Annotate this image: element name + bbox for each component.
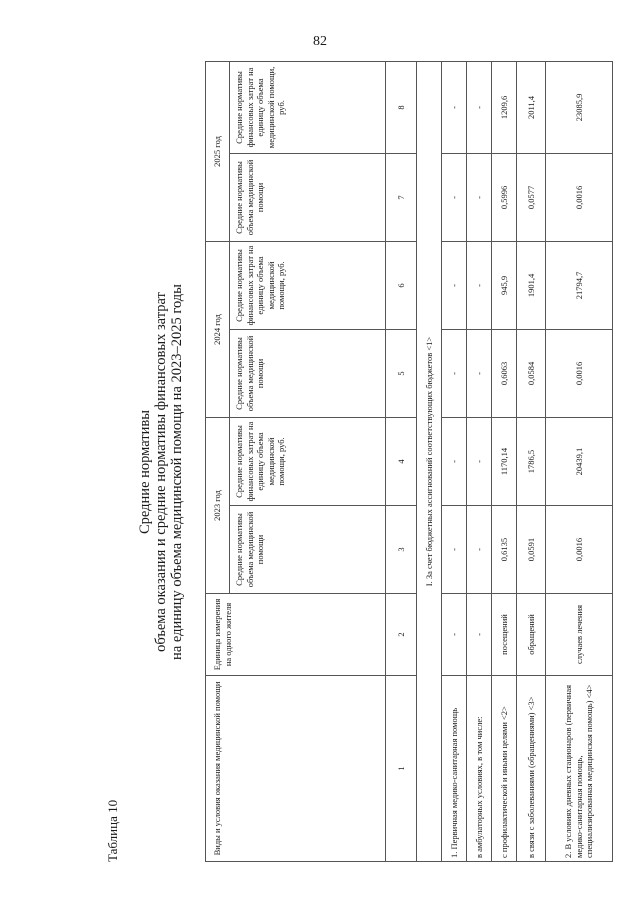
table-row [467,61,492,861]
title-line-1: Средние нормативы [137,410,153,534]
table-row [442,61,467,861]
page-number: 82 [313,34,327,49]
cell-cost-2023: 1786,5 [517,417,546,505]
cell-cost-2024: 1901,4 [517,241,546,329]
cell-volume-2024: - [467,329,492,417]
row-label: в связи с заболеваниями (обращениями) <3> [517,676,546,862]
cell-volume-2025: - [442,153,467,241]
row-unit: посещений [492,594,517,676]
table-caption: Таблица 10 [105,799,120,862]
cell-cost-2025: - [442,61,467,153]
cell-cost-2025: - [467,61,492,153]
cell-volume-2024: 0,6063 [492,329,517,417]
header-volume-2024: Средние нормативы объема медицинской помощи [230,329,386,417]
cell-volume-2023: 0,6135 [492,506,517,594]
table-title [137,262,185,682]
header-year-2023: 2023 год [206,417,230,593]
column-number: 4 [386,417,417,505]
column-number: 7 [386,153,417,241]
title-line-3: на единицу объема медицинской помощи на 2023–2025 годы [169,284,185,660]
table-row [492,61,517,861]
cell-volume-2023: 0,0016 [546,506,613,594]
header-cost-2024: Средние нормативы финансовых затрат на единицу объема медицинской помощи, руб. [230,241,386,329]
header-volume-2023: Средние нормативы объема медицинской помощи [230,506,386,594]
cell-volume-2024: 0,0016 [546,329,613,417]
header-row-years [206,61,230,861]
column-number: 3 [386,506,417,594]
section-row [417,61,442,861]
column-number: 6 [386,241,417,329]
row-label: 1. Первичная медико-санитарная помощь [442,676,467,862]
row-label: с профилактической и иными целями <2> [492,676,517,862]
cell-volume-2025: 0,0016 [546,153,613,241]
table-row [517,61,546,861]
cell-cost-2023: - [442,417,467,505]
header-cost-2025: Средние нормативы финансовых затрат на единицу объема медицинской помощи, руб. [230,61,386,153]
section-title: I. За счет бюджетных ассигнований соответствующих бюджетов <1> [417,61,442,861]
column-number: 2 [386,594,417,676]
column-number: 1 [386,676,417,862]
cell-cost-2023: 20439,1 [546,417,613,505]
cell-cost-2024: 21794,7 [546,241,613,329]
column-number: 8 [386,61,417,153]
cell-cost-2025: 23085,9 [546,61,613,153]
cell-volume-2023: - [467,506,492,594]
header-unit: Единица измерения на одного жителя [206,594,386,676]
cell-volume-2024: - [442,329,467,417]
row-unit: - [467,594,492,676]
header-cost-2023: Средние нормативы финансовых затрат на единицу объема медицинской помощи, руб. [230,417,386,505]
title-line-2: объема оказания и средние нормативы финансовых затрат [153,292,169,652]
header-types: Виды и условия оказания медицинской помощи [206,676,386,862]
cell-cost-2023: - [467,417,492,505]
row-unit: случаев лечения [546,594,613,676]
column-number: 5 [386,329,417,417]
row-unit: - [442,594,467,676]
cell-volume-2025: 0,0577 [517,153,546,241]
row-unit: обращений [517,594,546,676]
norms-table [205,61,613,862]
table-row [546,61,613,861]
header-volume-2025: Средние нормативы объема медицинской помощи [230,153,386,241]
cell-cost-2025: 1209,6 [492,61,517,153]
cell-volume-2025: - [467,153,492,241]
header-year-2024: 2024 год [206,241,230,417]
cell-volume-2025: 0,5996 [492,153,517,241]
cell-cost-2024: - [467,241,492,329]
row-label: в амбулаторных условиях, в том числе: [467,676,492,862]
cell-cost-2024: 945,9 [492,241,517,329]
cell-volume-2024: 0,0584 [517,329,546,417]
row-label: 2. В условиях дневных стационаров (первичная медико-санитарная помощь, специализированная медицинская помощь) <4> [546,676,613,862]
cell-cost-2024: - [442,241,467,329]
cell-cost-2025: 2011,4 [517,61,546,153]
rotated-page-content [105,62,625,862]
cell-volume-2023: 0,0591 [517,506,546,594]
column-numbers-row [386,61,417,861]
header-year-2025: 2025 год [206,61,230,241]
cell-volume-2023: - [442,506,467,594]
cell-cost-2023: 1170,14 [492,417,517,505]
